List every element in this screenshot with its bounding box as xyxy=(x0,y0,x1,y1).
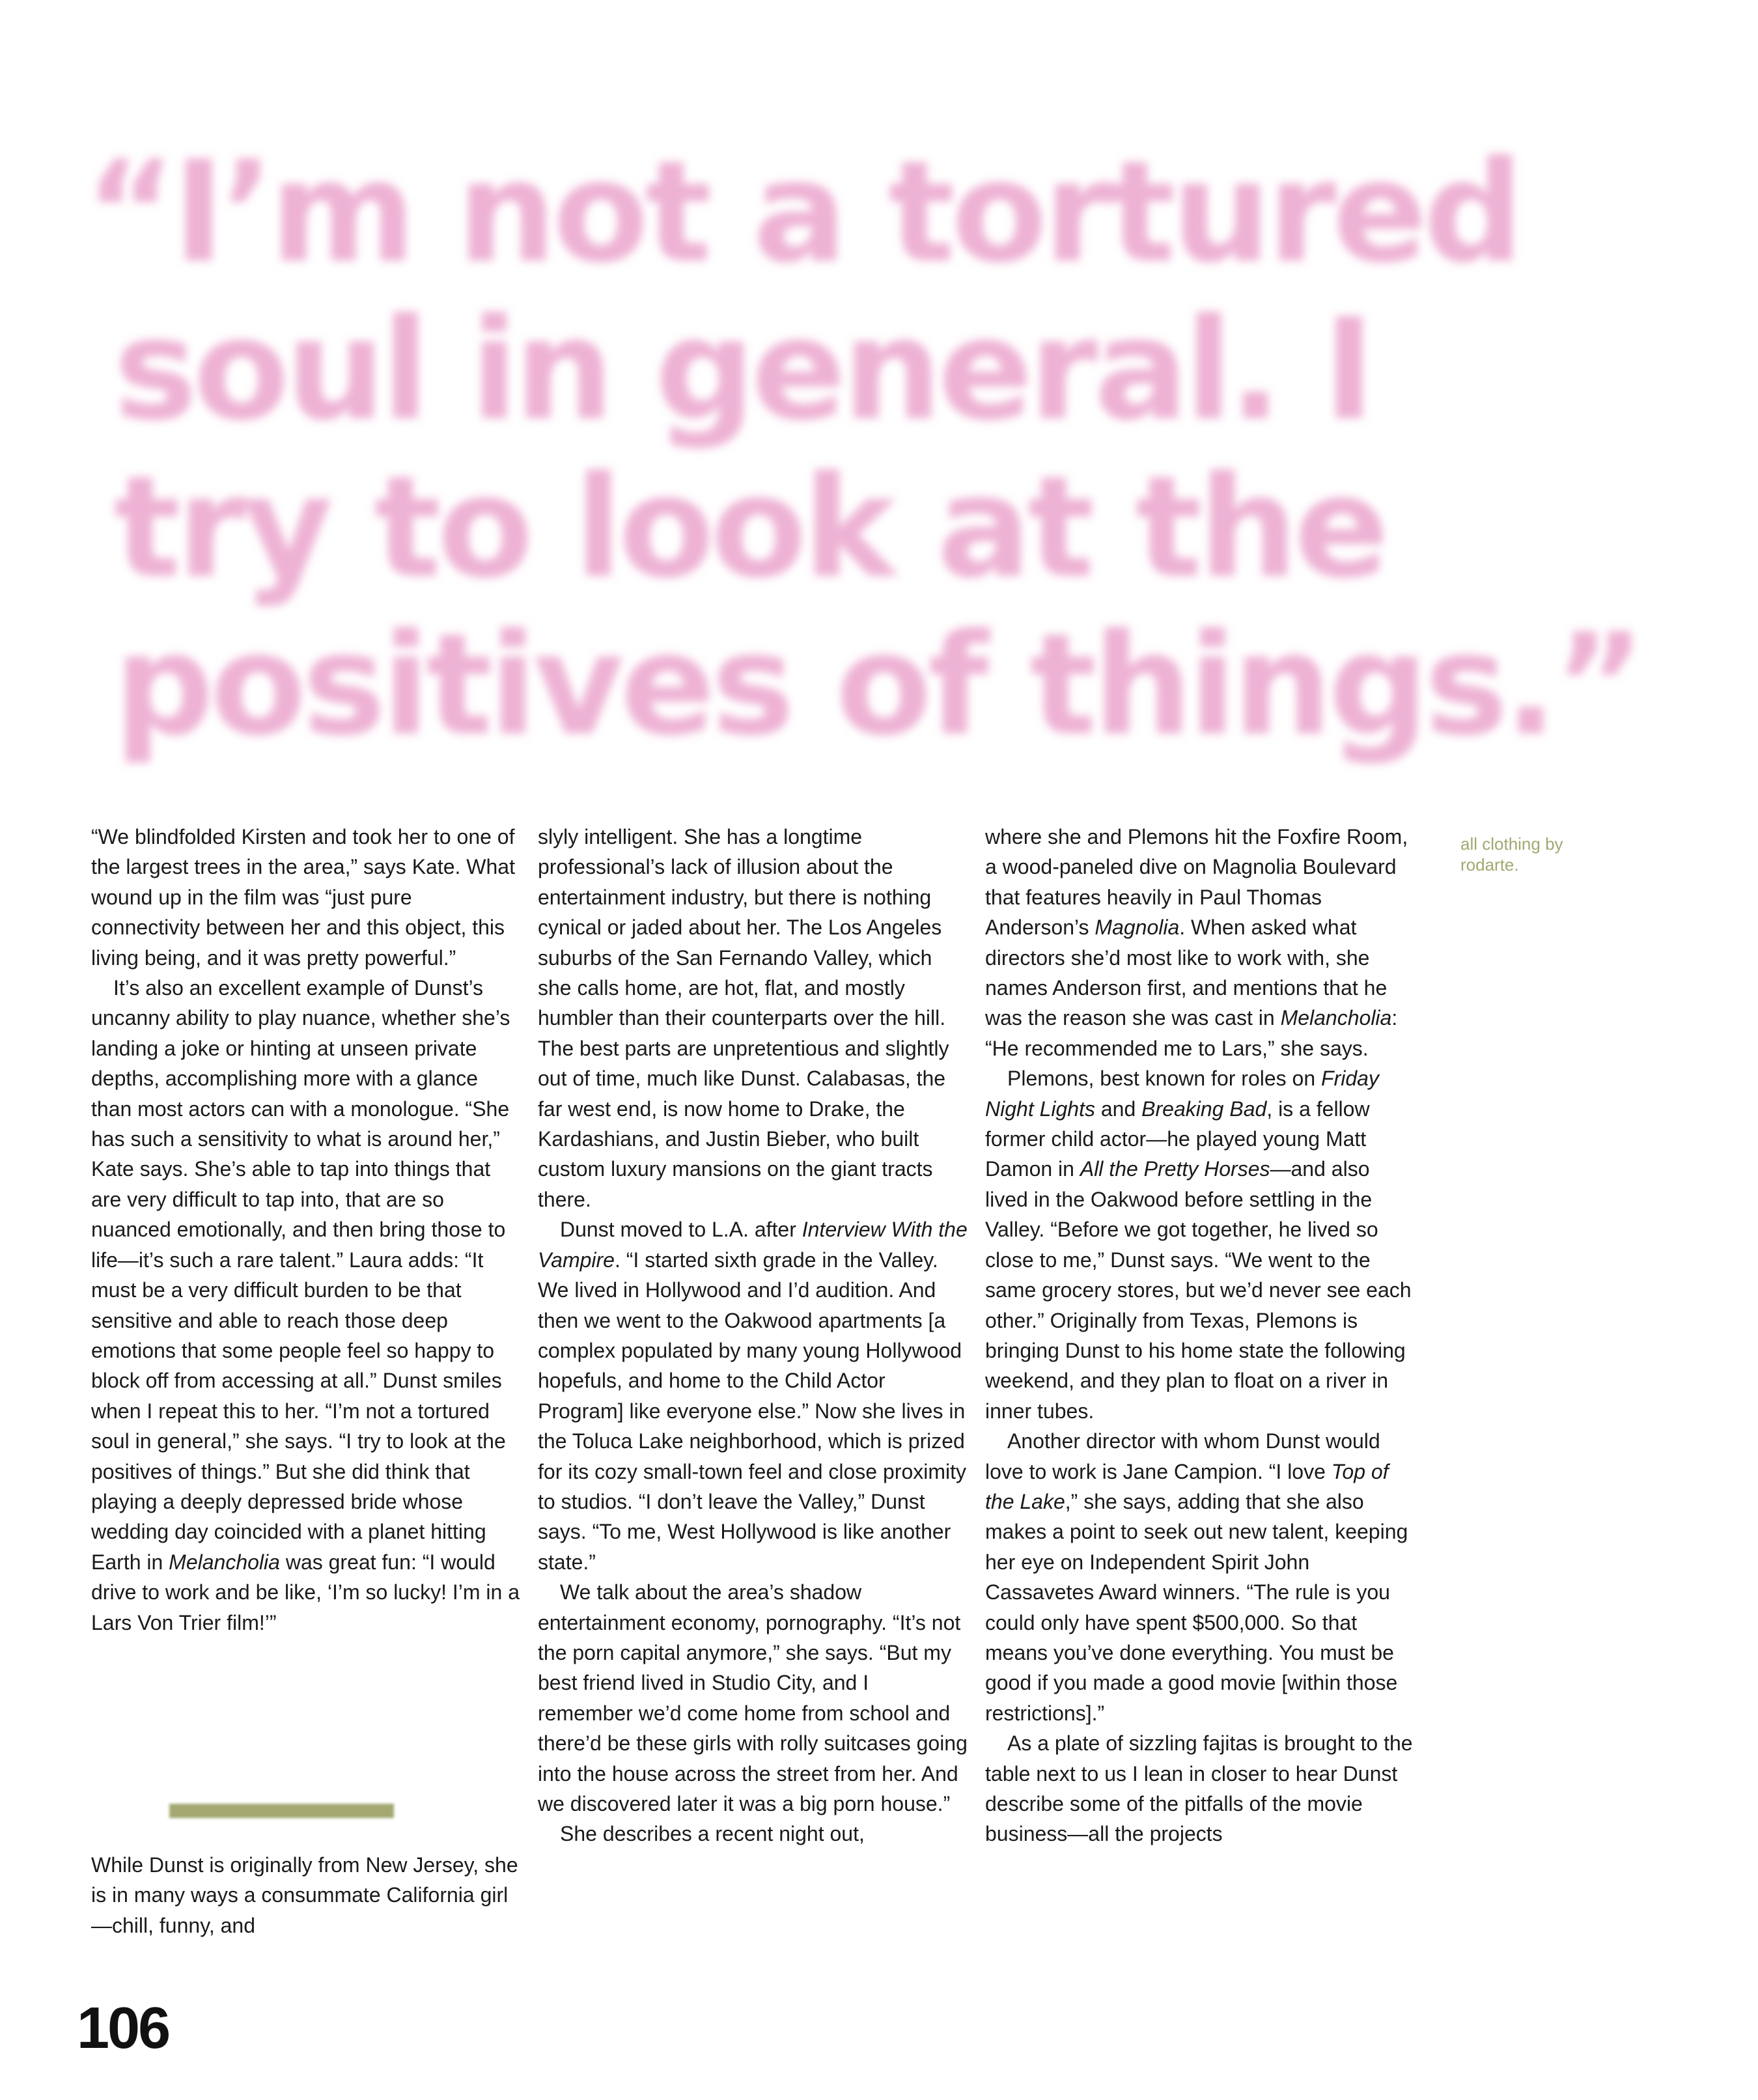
paragraph-text: . “I started sixth grade in the Valley. We lived in Hollywood and I’d audition. And then we went to the Oakwood apartments [a complex populated by many young Hollywood hopefuls, and home to the Child Actor Program] like everyone else.” Now she lives in the Toluca Lake neighborhood, which is prized for its cozy small-town feel and close proximity to studios. “I don’t leave the Valley,” Dunst says. “To me, West Hollywood is like another state.” xyxy=(538,1248,966,1574)
paragraph-text: ,” she says, adding that she also makes a point to seek out new talent, keeping her eye on Independent Spirit John Cassavetes Award winners. “The rule is you could only have spent $500,000. So that means you’ve done everything. You must be good if you made a good movie [within those restrictions].” xyxy=(985,1489,1408,1725)
paragraph-text: . When asked what directors she’d most like to work with, she names Anderson first, and mentions that he was the reason she was cast in xyxy=(985,916,1388,1030)
page-number: 106 xyxy=(77,1996,169,2061)
paragraph-text: —and also lived in the Oakwood before settling in the Valley. “Before we got together, he lived so close to me,” Dunst says. “We went to the same grocery stores, but we’d never see each other.” Originally from Texas, Plemons is bringing Dunst to his home state the following weekend, and they plan to float on a river in inner tubes. xyxy=(985,1157,1412,1423)
film-title: Interview With the Vampire xyxy=(538,1218,968,1272)
article-paragraph xyxy=(91,1850,521,1940)
pull-quote-line: positives of things.” xyxy=(114,603,1642,766)
article-paragraph xyxy=(91,973,521,1638)
show-title: Breaking Bad xyxy=(1141,1097,1267,1121)
pull-quote-line: soul in general. I xyxy=(114,288,1371,451)
article-paragraph xyxy=(538,822,968,1214)
paragraph-text: It’s also an excellent example of Dunst’s uncanny ability to play nuance, whether she’s landing a joke or hinting at unseen private depths, accomplishing more with a glance than most actors can with a monologue. “She has such a sensitivity to what is around her,” Kate says. She’s able to tap into things that are very difficult to tap into, that are so nuanced emotionally, and then bring those to life—it’s such a rare talent.” Laura adds: “It must be a very difficult burden to be that sensitive and able to reach those deep emotions that some people feel so happy to block off from accessing at all.” Dunst smiles when I repeat this to her. “I’m not a tortured soul in general,” she says. “I try to look at the positives of things.” But she did think that playing a deeply depressed bride whose wedding day coincided with a planet hitting Earth in xyxy=(91,976,510,1574)
show-title: Top of the Lake xyxy=(985,1459,1389,1513)
article-paragraph xyxy=(538,1577,968,1819)
article-paragraph xyxy=(538,1819,968,1849)
article-column-1-continued xyxy=(91,1850,521,1940)
article-paragraph xyxy=(985,1063,1415,1426)
paragraph-text: where she and Plemons hit the Foxfire Room, a wood-paneled dive on Magnolia Boulevard that features heavily in Paul Thomas Anderson’s xyxy=(985,825,1408,940)
pull-quote-line: try to look at the xyxy=(114,445,1386,609)
paragraph-text: She describes a recent night out, xyxy=(560,1822,865,1846)
paragraph-text: While Dunst is originally from New Jersey, she is in many ways a consummate California girl—chill, funny, and xyxy=(91,1853,518,1937)
paragraph-text: and xyxy=(1095,1097,1142,1121)
section-divider xyxy=(169,1804,394,1818)
photo-credit: all clothing by rodarte. xyxy=(1460,834,1563,875)
article-paragraph xyxy=(538,1214,968,1577)
show-title: Friday Night Lights xyxy=(985,1067,1379,1121)
paragraph-text: Another director with whom Dunst would love to work is Jane Campion. “I love xyxy=(985,1429,1380,1483)
paragraph-text: : “He recommended me to Lars,” she says. xyxy=(985,1006,1398,1060)
paragraph-text: Plemons, best known for roles on xyxy=(1007,1067,1322,1091)
pull-quote xyxy=(85,130,1642,766)
article-column-1 xyxy=(91,822,521,1638)
article-paragraph xyxy=(985,1426,1415,1728)
article-column-3 xyxy=(985,822,1415,1849)
article-paragraph xyxy=(985,1728,1415,1849)
film-title: Melancholia xyxy=(1280,1006,1392,1030)
paragraph-text: slyly intelligent. She has a longtime professional’s lack of illusion about the entertainment industry, but there is nothing cynical or jaded about her. The Los Angeles suburbs of the San Fernando Valley, which she calls home, are hot, flat, and mostly humbler than their counterparts over the hill. The best parts are unpretentious and slightly out of time, much like Dunst. Calabasas, the far west end, is now home to Drake, the Kardashians, and Justin Bieber, who built custom luxury mansions on the giant tracts there. xyxy=(538,825,949,1211)
paragraph-text: Dunst moved to L.A. after xyxy=(560,1218,802,1242)
paragraph-text: As a plate of sizzling fajitas is brought to the table next to us I lean in closer to hear Dunst describe some of the pitfalls of the movie business—all the projects xyxy=(985,1731,1413,1846)
film-title: All the Pretty Horses xyxy=(1080,1157,1270,1181)
article-paragraph xyxy=(985,822,1415,1063)
article-paragraph xyxy=(91,822,521,973)
paragraph-text: , is a fellow former child actor—he played young Matt Damon in xyxy=(985,1097,1370,1181)
paragraph-text: was great fun: “I would drive to work and be like, ‘I’m so lucky! I’m in a Lars Von Trier film!’” xyxy=(91,1550,520,1634)
paragraph-text: “We blindfolded Kirsten and took her to one of the largest trees in the area,” says Kate. What wound up in the film was “just pure connectivity between her and this object, this living being, and it was pretty powerful.” xyxy=(91,825,515,970)
pull-quote-line: “I’m not a tortured xyxy=(85,130,1520,294)
paragraph-text: We talk about the area’s shadow entertainment economy, pornography. “It’s not the porn capital anymore,” she says. “But my best friend lived in Studio City, and I remember we’d come home from school and there’d be these girls with rolly suitcases going into the house across the street from her. And we discovered later it was a big porn house.” xyxy=(538,1580,968,1815)
article-column-2 xyxy=(538,822,968,1849)
film-title: Magnolia xyxy=(1095,916,1180,940)
film-title: Melancholia xyxy=(169,1550,280,1574)
